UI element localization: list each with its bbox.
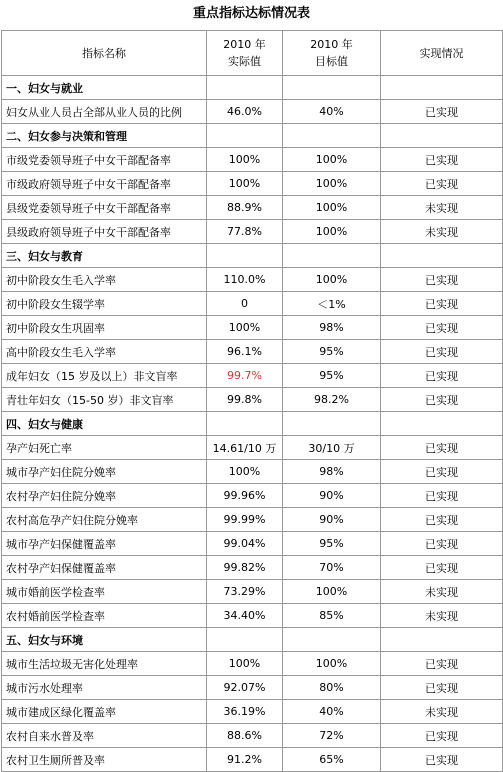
status-cell: 已实现 [381,436,503,460]
empty-cell [207,628,283,652]
indicator-name-cell: 高中阶段女生毛入学率 [2,340,207,364]
actual-value-cell: 99.99% [207,508,283,532]
table-row [2,268,503,292]
section-label: 四、妇女与健康 [2,412,207,436]
status-cell: 已实现 [381,724,503,748]
indicator-table [1,30,503,772]
target-value-cell: 100% [283,220,381,244]
table-title: 重点指标达标情况表 [192,6,310,21]
table-row [2,172,503,196]
target-value-cell: 90% [283,508,381,532]
indicator-name-cell: 初中阶段女生辍学率 [2,292,207,316]
actual-value-cell: 99.96% [207,484,283,508]
section-row [2,412,503,436]
status-cell: 已实现 [381,652,503,676]
actual-value-cell: 100% [207,460,283,484]
actual-value-cell: 46.0% [207,100,283,124]
status-cell: 已实现 [381,292,503,316]
header-actual-year: 2010 年 [223,38,266,51]
actual-value-cell: 96.1% [207,340,283,364]
target-value-cell: 85% [283,604,381,628]
section-row [2,124,503,148]
indicator-name-cell: 妇女从业人员占全部从业人员的比例 [2,100,207,124]
indicator-name-cell: 农村孕产妇住院分娩率 [2,484,207,508]
table-row [2,508,503,532]
table-row [2,316,503,340]
header-indicator-name: 指标名称 [2,31,207,76]
target-value-cell: 100% [283,580,381,604]
target-value-cell: 98.2% [283,388,381,412]
target-value-cell: 98% [283,460,381,484]
empty-cell [381,244,503,268]
table-row [2,460,503,484]
table-row [2,340,503,364]
table-row [2,220,503,244]
section-row [2,628,503,652]
actual-value-cell: 99.04% [207,532,283,556]
empty-cell [207,244,283,268]
status-cell: 已实现 [381,460,503,484]
indicator-name-cell: 孕产妇死亡率 [2,436,207,460]
header-target-value [283,31,381,76]
header-actual-value [207,31,283,76]
status-cell: 已实现 [381,148,503,172]
target-value-cell: 100% [283,172,381,196]
status-cell: 已实现 [381,748,503,772]
status-cell: 已实现 [381,364,503,388]
target-value-cell: 40% [283,100,381,124]
table-row [2,700,503,724]
actual-value-cell: 88.9% [207,196,283,220]
status-cell: 已实现 [381,556,503,580]
status-cell: 未实现 [381,196,503,220]
status-cell: 未实现 [381,220,503,244]
table-row [2,364,503,388]
actual-value-cell: 92.07% [207,676,283,700]
header-actual-label: 实际值 [228,55,261,68]
empty-cell [381,124,503,148]
target-value-cell: 100% [283,148,381,172]
table-row [2,196,503,220]
target-value-cell: 95% [283,364,381,388]
actual-value-cell: 100% [207,652,283,676]
table-row [2,100,503,124]
indicator-name-cell: 城市孕产妇保健覆盖率 [2,532,207,556]
target-value-cell: 70% [283,556,381,580]
actual-value-cell: 99.7% [207,364,283,388]
actual-value-cell: 0 [207,292,283,316]
header-target-year: 2010 年 [310,38,353,51]
actual-value-cell: 100% [207,172,283,196]
empty-cell [207,124,283,148]
actual-value-cell: 110.0% [207,268,283,292]
table-row [2,556,503,580]
indicator-name-cell: 成年妇女（15 岁及以上）非文盲率 [2,364,207,388]
header-target-label: 目标值 [315,55,348,68]
section-label: 三、妇女与教育 [2,244,207,268]
status-cell: 未实现 [381,580,503,604]
empty-cell [283,628,381,652]
status-cell: 未实现 [381,604,503,628]
empty-cell [283,244,381,268]
status-cell: 已实现 [381,316,503,340]
section-row [2,244,503,268]
table-row [2,292,503,316]
target-value-cell: 100% [283,652,381,676]
table-body [2,31,503,772]
indicator-name-cell: 城市生活垃圾无害化处理率 [2,652,207,676]
header-status: 实现情况 [381,31,503,76]
actual-value-cell: 100% [207,316,283,340]
indicator-name-cell: 市级政府领导班子中女干部配备率 [2,172,207,196]
indicator-name-cell: 农村自来水普及率 [2,724,207,748]
target-value-cell: 90% [283,484,381,508]
empty-cell [381,412,503,436]
status-cell: 未实现 [381,700,503,724]
empty-cell [283,124,381,148]
indicator-name-cell: 初中阶段女生毛入学率 [2,268,207,292]
table-row [2,388,503,412]
target-value-cell: 30/10 万 [283,436,381,460]
indicator-name-cell: 农村高危孕产妇住院分娩率 [2,508,207,532]
table-row [2,148,503,172]
actual-value-cell: 99.8% [207,388,283,412]
indicator-name-cell: 农村卫生厕所普及率 [2,748,207,772]
table-row [2,604,503,628]
empty-cell [207,76,283,100]
target-value-cell: 98% [283,316,381,340]
status-cell: 已实现 [381,268,503,292]
status-cell: 已实现 [381,508,503,532]
empty-cell [207,412,283,436]
header-row [2,31,503,76]
indicator-name-cell: 市级党委领导班子中女干部配备率 [2,148,207,172]
actual-value-cell: 91.2% [207,748,283,772]
actual-value-cell: 99.82% [207,556,283,580]
empty-cell [283,412,381,436]
actual-value-cell: 34.40% [207,604,283,628]
target-value-cell: 40% [283,700,381,724]
actual-value-cell: 100% [207,148,283,172]
table-row [2,748,503,772]
table-row [2,532,503,556]
table-row [2,676,503,700]
indicator-name-cell: 城市建成区绿化覆盖率 [2,700,207,724]
status-cell: 已实现 [381,532,503,556]
table-row [2,724,503,748]
indicator-name-cell: 青壮年妇女（15-50 岁）非文盲率 [2,388,207,412]
indicator-name-cell: 农村婚前医学检查率 [2,604,207,628]
target-value-cell: 72% [283,724,381,748]
table-row [2,580,503,604]
section-label: 五、妇女与环境 [2,628,207,652]
indicator-name-cell: 初中阶段女生巩固率 [2,316,207,340]
table-row [2,436,503,460]
status-cell: 已实现 [381,172,503,196]
target-value-cell: 80% [283,676,381,700]
actual-value-cell: 14.61/10 万 [207,436,283,460]
indicator-name-cell: 城市婚前医学检查率 [2,580,207,604]
status-cell: 已实现 [381,484,503,508]
target-value-cell: 100% [283,268,381,292]
indicator-name-cell: 县级政府领导班子中女干部配备率 [2,220,207,244]
status-cell: 已实现 [381,388,503,412]
indicator-name-cell: 县级党委领导班子中女干部配备率 [2,196,207,220]
table-row [2,484,503,508]
target-value-cell: ＜1% [283,292,381,316]
actual-value-cell: 88.6% [207,724,283,748]
actual-value-cell: 77.8% [207,220,283,244]
target-value-cell: 100% [283,196,381,220]
indicator-name-cell: 农村孕产妇保健覆盖率 [2,556,207,580]
status-cell: 已实现 [381,100,503,124]
indicator-name-cell: 城市孕产妇住院分娩率 [2,460,207,484]
actual-value-cell: 73.29% [207,580,283,604]
indicator-name-cell: 城市污水处理率 [2,676,207,700]
empty-cell [381,76,503,100]
target-value-cell: 95% [283,340,381,364]
section-label: 一、妇女与就业 [2,76,207,100]
section-label: 二、妇女参与决策和管理 [2,124,207,148]
empty-cell [381,628,503,652]
status-cell: 已实现 [381,340,503,364]
table-row [2,652,503,676]
section-row [2,76,503,100]
actual-value-cell: 36.19% [207,700,283,724]
empty-cell [283,76,381,100]
target-value-cell: 95% [283,532,381,556]
status-cell: 已实现 [381,676,503,700]
target-value-cell: 65% [283,748,381,772]
